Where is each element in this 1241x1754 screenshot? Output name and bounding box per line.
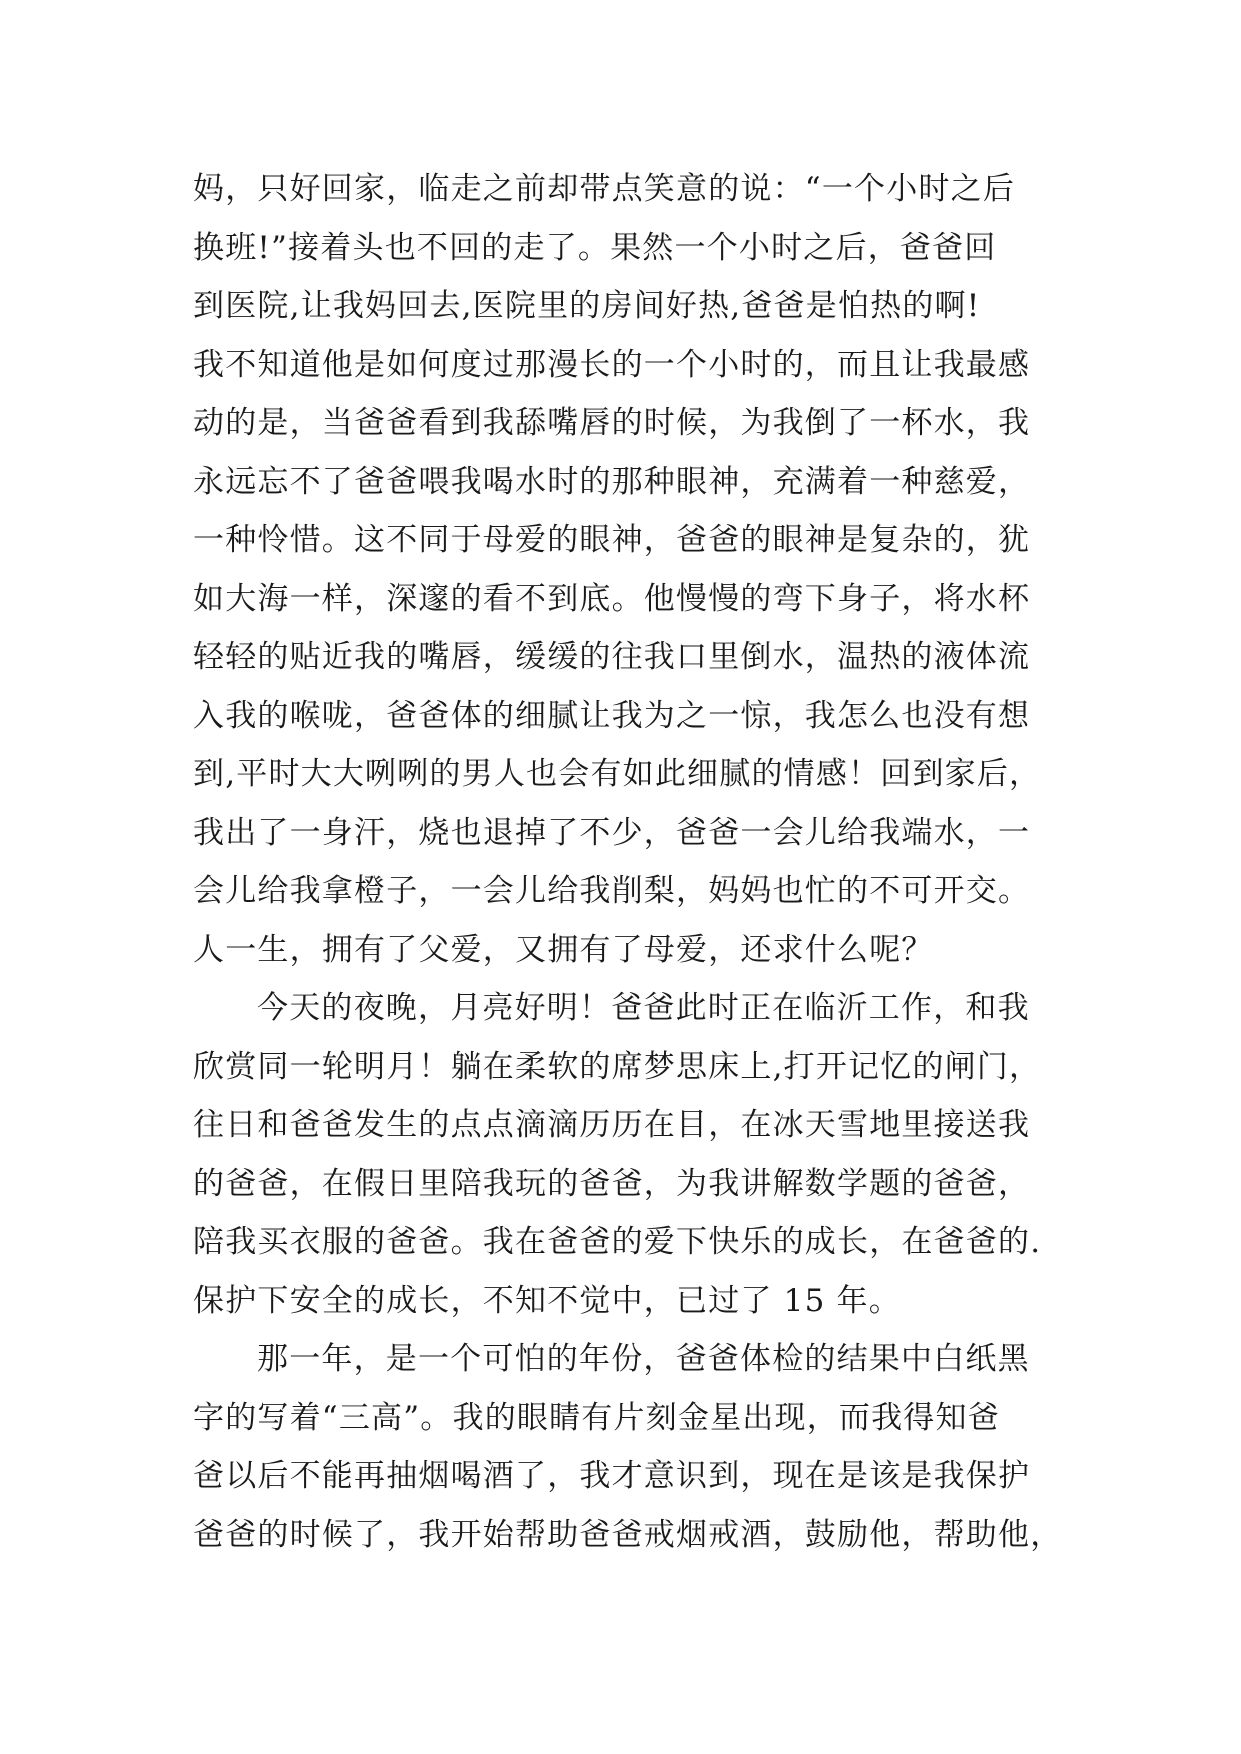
text-line: 到医院,让我妈回去,医院里的房间好热,爸爸是怕热的啊!: [193, 288, 981, 324]
text-line: 的爸爸，在假日里陪我玩的爸爸，为我讲解数学题的爸爸，: [193, 1165, 1031, 1202]
text-line: 妈，只好回家，临走之前却带点笑意的说：“一个小时之后: [193, 171, 1016, 207]
text-line: 如大海一样，深邃的看不到底。他慢慢的弯下身子，将水杯: [193, 580, 1031, 617]
text-line: 爸以后不能再抽烟喝酒了，我才意识到，现在是该是我保护: [193, 1458, 1031, 1494]
text-line: 到,平时大大咧咧的男人也会有如此细腻的情感！回到家后，: [193, 756, 1042, 792]
text-line: 欣赏同一轮明月！躺在柔软的席梦思床上,打开记忆的闸门，: [193, 1048, 1042, 1085]
text-line: 我不知道他是如何度过那漫长的一个小时的，而且让我最感: [193, 346, 1031, 383]
text-line: 永远忘不了爸爸喂我喝水时的那种眼神，充满着一种慈爱，: [193, 463, 1031, 500]
text-line: 字的写着“三高”。我的眼睛有片刻金星出现，而我得知爸: [193, 1399, 1000, 1436]
text-line: 动的是，当爸爸看到我舔嘴唇的时候，为我倒了一杯水，我: [193, 405, 1031, 441]
paragraph-start-line: 那一年，是一个可怕的年份，爸爸体检的结果中白纸黑: [257, 1341, 1030, 1377]
text-line: 换班!”接着头也不回的走了。果然一个小时之后，爸爸回: [193, 229, 997, 266]
text-line: 往日和爸爸发生的点点滴滴历历在目，在冰天雪地里接送我: [193, 1107, 1031, 1143]
text-line: 轻轻的贴近我的嘴唇，缓缓的往我口里倒水，温热的液体流: [193, 639, 1031, 675]
paragraph-start-line: 今天的夜晚，月亮好明！爸爸此时正在临沂工作，和我: [257, 990, 1030, 1026]
text-line: 陪我买衣服的爸爸。我在爸爸的爱下快乐的成长，在爸爸的.: [193, 1224, 1042, 1260]
document-body: [193, 160, 1063, 1564]
text-line: 我出了一身汗，烧也退掉了不少，爸爸一会儿给我端水，一: [193, 814, 1031, 851]
text-line: 会儿给我拿橙子，一会儿给我削梨，妈妈也忙的不可开交。: [193, 873, 1031, 909]
text-line: 人一生，拥有了父爱，又拥有了母爱，还求什么呢？: [193, 931, 934, 968]
text-line: 一种怜惜。这不同于母爱的眼神，爸爸的眼神是复杂的，犹: [193, 522, 1031, 558]
text-line: 爸爸的时候了，我开始帮助爸爸戒烟戒酒，鼓励他，帮助他，: [193, 1516, 1063, 1553]
text-line: 入我的喉咙，爸爸体的细腻让我为之一惊，我怎么也没有想: [193, 697, 1031, 734]
text-line: 保护下安全的成长，不知不觉中，已过了 15 年。: [193, 1282, 901, 1319]
